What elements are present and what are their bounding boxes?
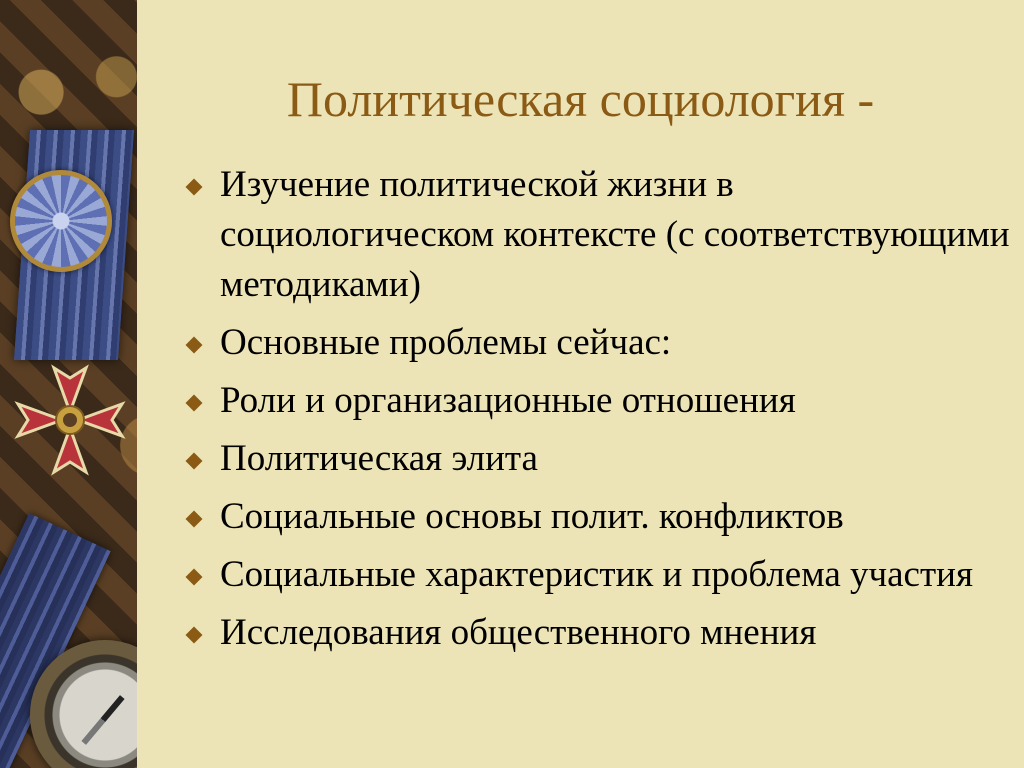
bullet-text: Социальные основы полит. конфликтов (220, 496, 844, 537)
diamond-bullet-icon (186, 395, 203, 412)
slide-title: Политическая социология - (286, 71, 875, 127)
bullet-item (182, 434, 1012, 484)
bullet-item (182, 608, 1012, 658)
bullet-text: Изучение политической жизни в социологическом контексте (с соответствующими методиками) (220, 164, 1010, 305)
bullet-item (182, 376, 1012, 426)
diamond-bullet-icon (186, 511, 203, 528)
bullet-item (182, 160, 1012, 310)
bullet-text: Роли и организационные отношения (220, 380, 796, 421)
bullet-text: Основные проблемы сейчас: (220, 322, 672, 363)
bullet-item (182, 318, 1012, 368)
diamond-bullet-icon (186, 453, 203, 470)
bullet-list (182, 160, 1012, 666)
diamond-bullet-icon (186, 179, 203, 196)
rosette-decoration (10, 170, 112, 272)
diamond-bullet-icon (186, 569, 203, 586)
diamond-bullet-icon (186, 337, 203, 354)
diamond-bullet-icon (186, 627, 203, 644)
bullet-text: Социальные характеристик и проблема участия (220, 554, 973, 595)
bullet-item (182, 492, 1012, 542)
bullet-text: Исследования общественного мнения (220, 612, 817, 653)
decorative-medal-strip (0, 0, 137, 768)
bullet-text: Политическая элита (220, 438, 538, 479)
medal-cross-icon (10, 360, 130, 480)
bullet-item (182, 550, 1012, 600)
